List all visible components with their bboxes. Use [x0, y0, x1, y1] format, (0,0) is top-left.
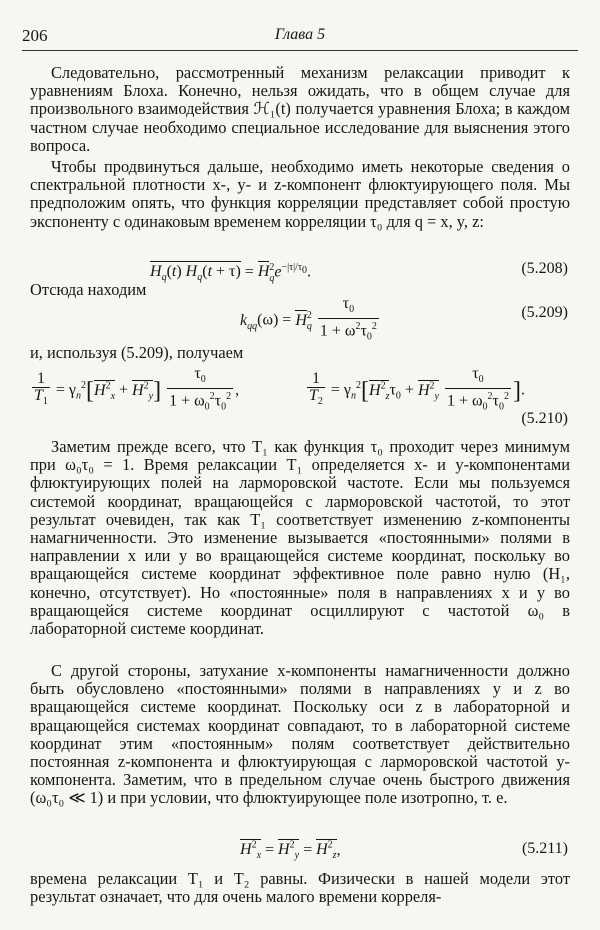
paragraph-7: времена релаксации T₁ и T₂ равны. Физически в нашей модели этот результат означает, что для очень малого времени корреля- [30, 869, 570, 907]
paragraph-3: Отсюда находим [30, 280, 147, 299]
equation-5-209: $k_{qq}(\omega) = H^2_q$ $\frac{\tau_0}{1 + \omega^2\tau_0^2}$ [240, 295, 377, 343]
header-rule [22, 50, 578, 51]
equation-5-210-right: $\frac{1}{T_2}$ = $\gamma_n^2[H^2_z\tau_0 + H^2_y$ $\frac{\tau_0}{1 + \omega_0^2\tau_0^2}$ ]. [309, 365, 525, 413]
paragraph-1: Следовательно, рассмотренный механизм релаксации приводит к уравнениям Блоха. Конечно, нельзя ожидать, что в общем случае для произвольного взаимодействия ℋ₁(t) получается уравнения Блоха; в каждом частном случае необходимо специальное исследование для выяснения этого вопроса. [30, 63, 570, 155]
equation-number-5-209: (5.209) [521, 304, 568, 321]
equation-number-5-208: (5.208) [521, 260, 568, 277]
paragraph-2: Чтобы продвинуться дальше, необходимо иметь некоторые сведения о спектральной плотности x-, y- и z-компонент флюктуирующего поля. Мы предположим опять, что функция корреляции представляет собой простую экспоненту с одинаковым временем корреляции τ₀ для q = x, y, z: [30, 157, 570, 231]
paragraph-5: Заметим прежде всего, что T₁ как функция τ₀ проходит через минимум при ω₀τ₀ = 1. Время релаксации T₁ определяется x- и y-компонентами флюктуирующих полей на ларморовской частоте. Если мы пользуемся системой координат, вращающейся с ларморовской частотой, то этот результат очевиден, так как T₁ соответствует изменению z-компоненты намагниченности. Это изменение вызывается «постоянными» полями в направлении x или y во вращающейся системе координат, поскольку во вращающейся системе координат эффективное поле равно нулю (H₁, конечно, отсутствует). Но «постоянные» поля в направлениях x и y во вращающейся системе координат осциллируют с частотой ω₀ в лабораторной системе координат. [30, 437, 570, 639]
paragraph-6: С другой стороны, затухание x-компоненты намагниченности должно быть обусловлено «постоянными» полями в направлениях y и z во вращающейся системе координат. Поскольку оси z в лабораторной и вращающейся системах координат совпадают, то в лабораторной системе координат этим «постоянным» полям соответствует действительно постоянная z-компонента и флюктуирующая с ларморовской частотой y-компонента. Заметим, что в предельном случае очень быстрого движения (ω₀τ₀ ≪ 1) и при условии, что флюктуирующее поле изотропно, т. е. [30, 661, 570, 808]
page-number: 206 [22, 26, 48, 45]
chapter-title: Глава 5 [274, 26, 326, 43]
equation-5-208: $H_q(t) H_q(t + \tau) = H^2_qe^{-|\tau|/\tau_0}$. [150, 262, 311, 284]
equation-number-5-210: (5.210) [521, 410, 568, 427]
equation-5-211: $H^2_x = H^2_y = H^2_z$, [240, 840, 341, 862]
page-header [22, 26, 578, 48]
equation-5-210-left: $\frac{1}{T_1}$ = $\gamma_n^2[H^2_x + H^2_y]$ $\frac{\tau_0}{1 + \omega_0^2\tau_0^2}$ , [34, 365, 240, 413]
paragraph-4: и, используя (5.209), получаем [30, 343, 244, 362]
equation-number-5-211: (5.211) [521, 840, 568, 857]
